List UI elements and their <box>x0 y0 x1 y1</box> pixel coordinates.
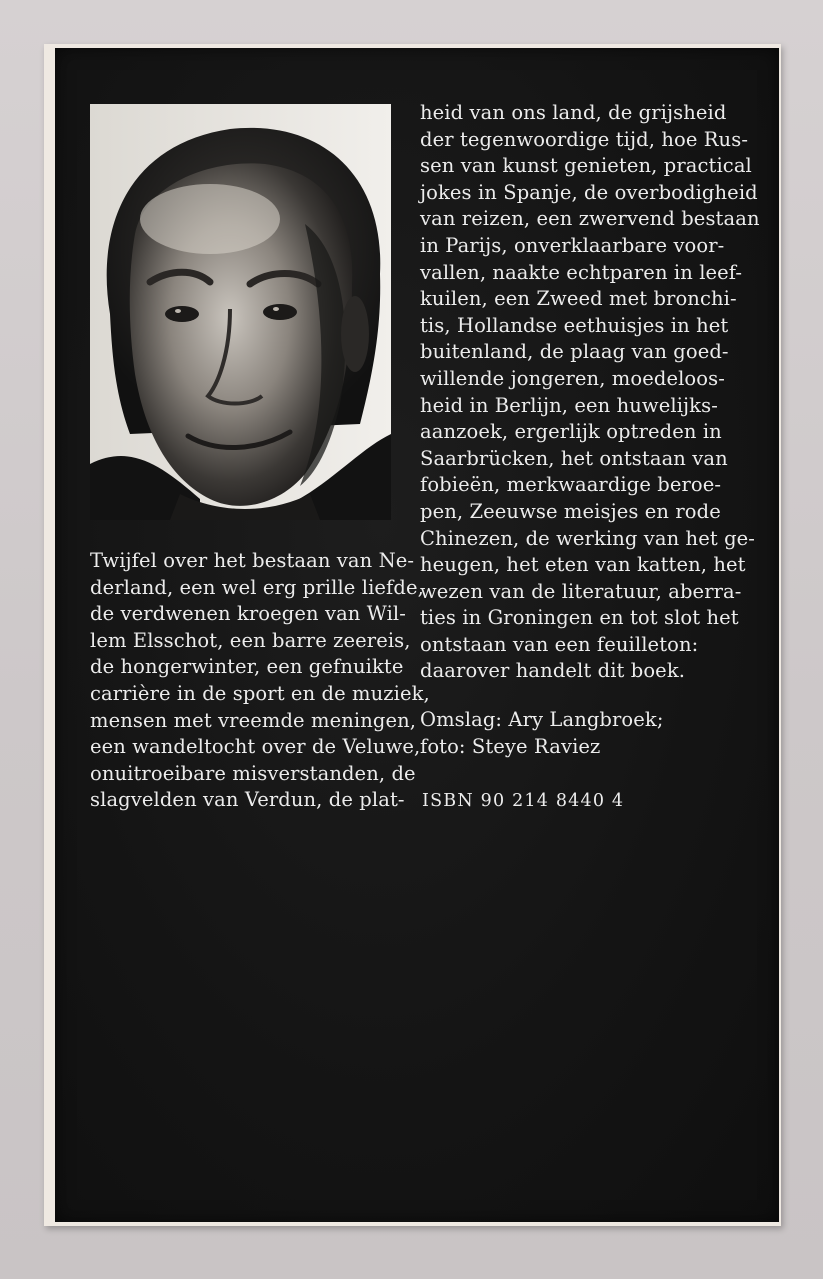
blurb-line: carrière in de sport en de muziek, <box>90 681 430 705</box>
blurb-line: fobieën, merkwaardige beroe- <box>420 473 722 497</box>
blurb-line: mensen met vreemde meningen, <box>90 708 417 732</box>
blurb-line: aanzoek, ergerlijk optreden in <box>420 420 722 444</box>
blurb-line: ties in Groningen en tot slot het <box>420 606 739 630</box>
blurb-line: tis, Hollandse eethuisjes in het <box>420 313 729 337</box>
blurb-line: onuitroeibare misverstanden, de <box>90 761 416 785</box>
blurb-line: Chinezen, de werking van het ge- <box>420 526 755 550</box>
blurb-line: slagvelden van Verdun, de plat- <box>90 788 405 812</box>
blurb-line: sen van kunst genieten, practical <box>420 154 752 178</box>
blurb-line: heid van ons land, de grijsheid <box>420 101 727 124</box>
blurb-line: lem Elsschot, een barre zeereis, <box>90 628 411 652</box>
blurb-line: Saarbrücken, het ontstaan van <box>420 446 728 470</box>
blurb-line: jokes in Spanje, de overbodigheid <box>420 180 758 204</box>
blurb-line: willende jongeren, moedeloos- <box>420 366 725 390</box>
blurb-line: daarover handelt dit boek. <box>420 659 686 683</box>
blurb-line: buitenland, de plaag van goed- <box>420 340 729 364</box>
blurb-line: in Parijs, onverklaarbare voor- <box>420 233 725 257</box>
blurb-line: heid in Berlijn, een huwelijks- <box>420 393 718 417</box>
blurb-line: de hongerwinter, een gefnuikte <box>90 655 404 679</box>
blurb-line: een wandeltocht over de Veluwe, <box>90 735 421 759</box>
blurb-line: der tegenwoordige tijd, hoe Rus- <box>420 127 749 151</box>
blurb-line: Twijfel over het bestaan van Ne- <box>90 549 415 572</box>
blurb-line: pen, Zeeuwse meisjes en rode <box>420 499 721 523</box>
cover-design-credit: Omslag: Ary Langbroek; <box>420 708 664 731</box>
isbn-number: ISBN 90 214 8440 4 <box>422 791 625 811</box>
blurb-line: de verdwenen kroegen van Wil- <box>90 602 406 626</box>
blurb-right-column <box>420 100 760 685</box>
photo-credit: foto: Steye Raviez <box>420 734 601 758</box>
blurb-line: kuilen, een Zweed met bronchi- <box>420 287 737 311</box>
blurb-line: vallen, naakte echtparen in leef- <box>420 260 743 284</box>
blurb-line: ontstaan van een feuilleton: <box>420 632 699 656</box>
blurb-left-column <box>90 548 430 814</box>
portrait-icon <box>90 104 391 520</box>
blurb-line: van reizen, een zwervend bestaan <box>420 207 760 231</box>
cover-credits <box>420 707 664 760</box>
author-portrait-photo <box>90 104 391 520</box>
blurb-line: derland, een wel erg prille liefde, <box>90 575 424 599</box>
blurb-line: wezen van de literatuur, aberra- <box>420 579 742 603</box>
blurb-line: heugen, het eten van katten, het <box>420 553 746 577</box>
